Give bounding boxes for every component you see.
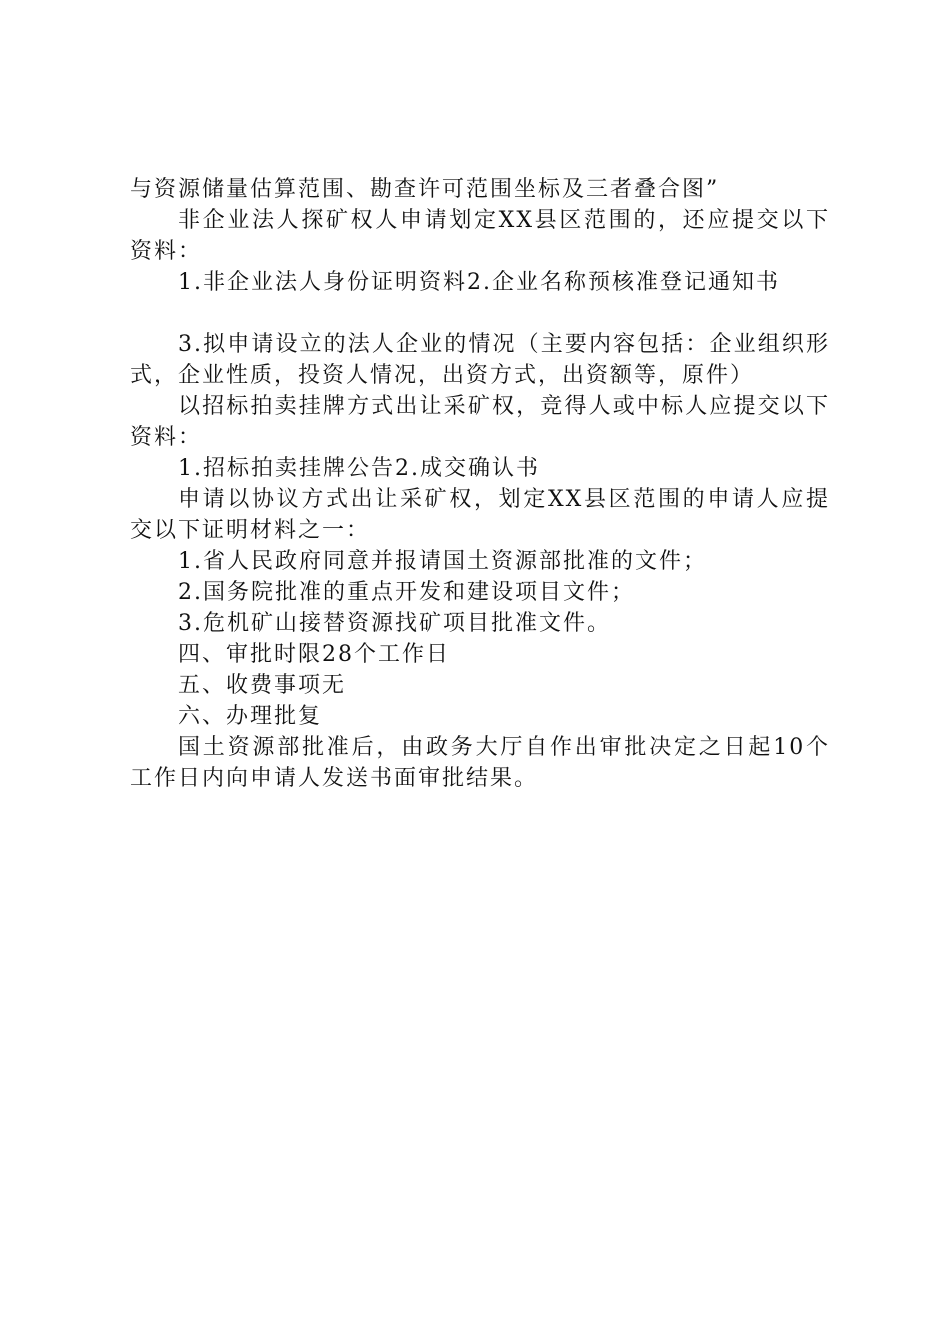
list-item-provincial-approval: 1.省人民政府同意并报请国土资源部批准的文件； <box>178 549 707 574</box>
list-item-state-council-approval: 2.国务院批准的重点开发和建设项目文件； <box>178 580 635 605</box>
paragraph-auction-requirements: 以招标拍卖挂牌方式出让采矿权，竞得人或中标人应提交以下资料： <box>130 394 830 450</box>
paragraph-result-delivery: 国土资源部批准后，由政务大厅自作出审批决定之日起10个工作日内向申请人发送书面审批结果。 <box>130 735 830 791</box>
list-item-auction-documents: 1.招标拍卖挂牌公告2.成交确认书 <box>178 456 540 481</box>
list-item-planned-enterprise: 3.拟申请设立的法人企业的情况（主要内容包括：企业组织形式，企业性质，投资人情况，出资方式，出资额等，原件） <box>130 332 830 388</box>
document-body <box>130 174 830 794</box>
list-item-identity-and-name-notice: 1.非企业法人身份证明资料2.企业名称预核准登记通知书 <box>178 270 780 295</box>
section-fees: 五、收费事项无 <box>178 673 347 698</box>
paragraph-continuation: 与资源储量估算范围、勘查许可范围坐标及三者叠合图” <box>130 177 720 202</box>
section-approval-reply: 六、办理批复 <box>178 704 323 729</box>
paragraph-agreement-requirements: 申请以协议方式出让采矿权，划定XX县区范围的申请人应提交以下证明材料之一： <box>130 487 830 543</box>
paragraph-non-enterprise-requirements: 非企业法人探矿权人申请划定XX县区范围的，还应提交以下资料： <box>130 208 830 264</box>
list-item-crisis-mine-approval: 3.危机矿山接替资源找矿项目批准文件。 <box>178 611 611 636</box>
section-approval-time-limit: 四、审批时限28个工作日 <box>178 642 450 667</box>
